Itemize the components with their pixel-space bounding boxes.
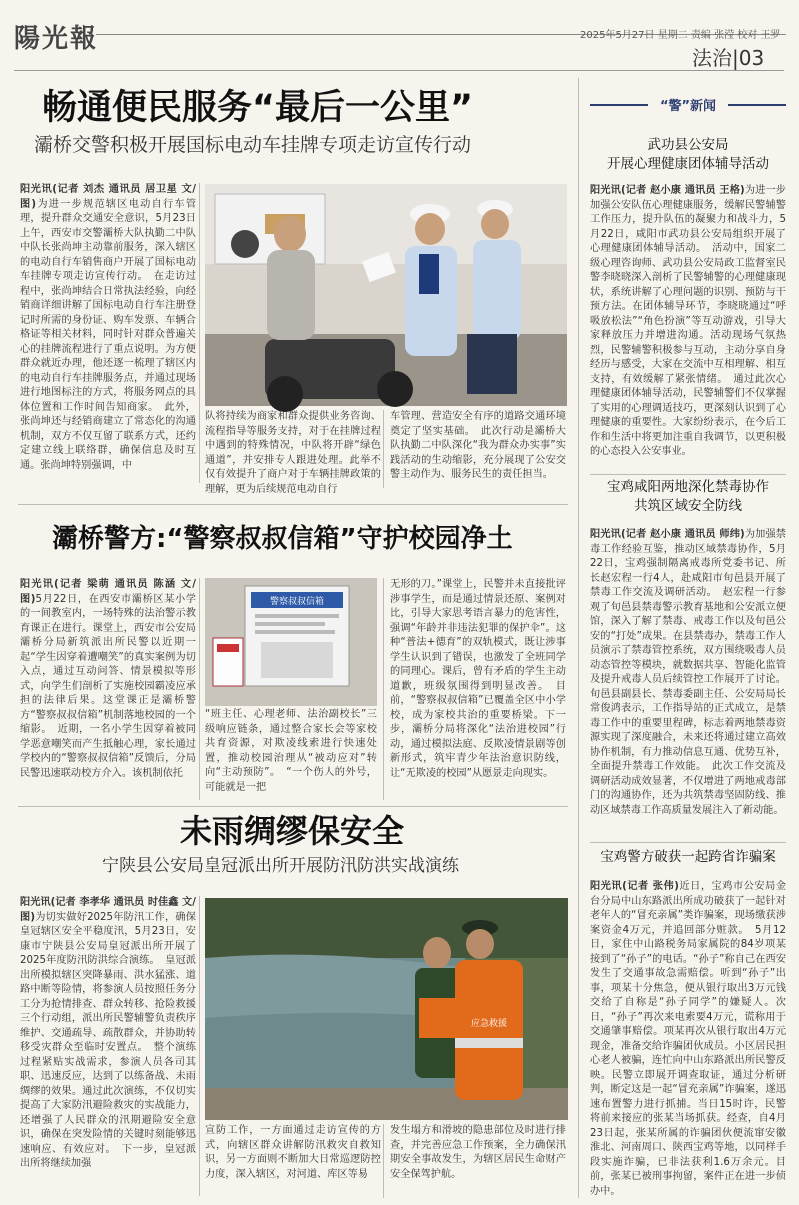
column-rule (383, 578, 384, 800)
sidebar-item2-headline-line1: 宝鸡咸阳两地深化禁毒协作 (607, 479, 769, 495)
sidebar-divider (578, 78, 579, 1198)
masthead-bottom-rule (14, 70, 784, 71)
section-label: 法治|03 (692, 46, 765, 70)
sidebar-item2-headline (590, 478, 786, 516)
vest-text: 应急救援 (470, 1019, 508, 1029)
story3-col3: 发生塌方和滑坡的隐患部位及时进行排查，并完善应急工作预案，全力确保汛期安全事故发生，为辖区居民生命财产安全保驾护航。 (390, 1125, 566, 1180)
story2-col3: 无形的刀。”课堂上，民警并未直接批评涉事学生，而是通过情景还原、案例对比，引导大家思考语言暴力的危害性，强调“年龄并非违法犯罪的保护伞”。这种“普法+德育”的双轨模式，既让涉事学生认识到了错误，也激发了全班同学的同理心。课后，曾有矛盾的学生主动道歉，班级氛围得到明显改善。 目前，“警察叔叔信箱”已覆盖全区中小学校，成为家校共治的重要桥梁。下一步，灞桥分局将深化“法治进校园”行动，通过模拟法庭、反欺凌情景剧等创新形式，筑牢青少年法治意识防线，让“无欺凌的校园”从愿景走向现实。 (390, 579, 566, 779)
column-rule (199, 896, 200, 1196)
sidebar-item1-body (590, 184, 786, 470)
story3-col2: 宣防工作，一方面通过走访宣传的方式，向辖区群众讲解防汛救灾自救知识，另一方面则不断加大日常巡逻防控力度，深入辖区，对河道、库区等易 (205, 1125, 381, 1180)
sidebar-item3-body (590, 880, 786, 1198)
story1-byline: 阳光讯(记者 刘杰 通讯员 居卫星 文/图) (20, 184, 196, 210)
sidebar-item1-byline: 阳光讯(记者 赵小康 通讯员 王格) (590, 185, 745, 196)
story1-subhead: 灞桥交警积极开展国标电动车挂牌专项走访宣传行动 (34, 134, 472, 156)
story1-headline: 畅通便民服务“最后一公里” (42, 88, 474, 128)
story3-byline: 阳光讯(记者 李孝华 通讯员 时佳鑫 文/图) (20, 897, 196, 923)
photo-police-visit-shop (205, 184, 567, 406)
column-rule (199, 578, 200, 800)
sidebar-item2-body (590, 528, 786, 840)
sidebar-tag (590, 95, 786, 115)
story1-col1-text: 为进一步规范辖区电动自行车管理，提升群众交通安全意识，5月23日上午，西安市交警灞桥大队执勤二中队中队长张尚坤主动靠前服务，深入辖区的电动自行车销售商户开展了国标电动车挂牌专项走访宣传行动。 在走访过程中，张尚坤结合日常执法经验，向经销商详细讲解了国标电动自行车注册登记时所需的身份证、购车发票、车辆合格证等相关材料，同时针对群众普遍关心的挂牌流程进行了重点说明。为方便群众就近办理，他还逐一梳理了辖区内的电动自行车挂牌服务点，并通过现场进行地图标注的方式，将服务网点的具体位置和工作时间告知商家。 此外，张尚坤还与经销商建立了常态化的沟通机制，双方不仅互留了联系方式，还约定建立线上联络群，确保信息及时互通。张尚坤特别强调，中 (20, 198, 197, 471)
photo-police-visit-shop-svg (205, 184, 567, 406)
story3-col1-text: 为切实做好2025年防汛工作，确保皇冠辖区安全平稳度汛，5月23日，安康市宁陕县公安局皇冠派出所开展了2025年度防汛防洪综合演练。 皇冠派出所模拟辖区突降暴雨、洪水猛涨、道路中断等险情，将参演人员按照任务分工分为抢情排查、群众转移、抢险救援三个行动组，派出所民警辅警负责秩序维护、交通疏导、疏散群众，并协助转移受灾群众至临时安置点。 整个演练过程紧贴实战需求，参演人员各司其职、迅速反应，达到了以练备战、未雨绸缪的效果。通过此次演练，不仅切实提高了大家防汛避险救灾的实战能力，还增强了人民群众的汛期避险安全意识，确保在突发险情的关键时刻能够迅速响应、有效应对。 下一步，皇冠派出所将继续加强 (20, 911, 196, 1169)
sidebar-tag-label: “警”新闻 (648, 95, 728, 115)
mailbox-sign-text: 警察叔叔信箱 (269, 597, 325, 607)
story1-col3: 车管理、营造安全有序的道路交通环境奠定了坚实基础。 此次行动是灞桥大队执勤二中队深化“我为群众办实事”实践活动的生动缩影，充分展现了公安交警主动作为、服务民生的责任担当。 (390, 411, 566, 480)
sidebar-item1-headline-line1: 武功县公安局 (647, 137, 729, 153)
story3-headline: 未雨绸缪保安全 (180, 812, 405, 850)
column-rule (383, 1124, 384, 1198)
photo-flood-drill (205, 898, 568, 1120)
photo-flood-drill-svg (205, 898, 568, 1120)
sidebar-item2-headline-line2: 共筑区域安全防线 (634, 498, 742, 514)
newspaper-logo: 陽光報 (14, 24, 99, 54)
sidebar-item1-text: 为进一步加强公安队伍心理健康服务，缓解民警辅警工作压力，提升队伍的凝聚力和战斗力，5月22日，咸阳市武功县公安局组织开展了心理健康团体辅导活动。 活动中，国家二级心理咨询师、武功县公安局政工监督室民警李晓晓深入剖析了民警辅警的心理健康现状，系统讲解了心理问题的识别、预防与干预方法。在团体辅导环节，李晓晓通过“呼吸放松法”“角色扮演”等互动游戏，引导大家释放压力并增进沟通。活动现场气氛热烈，民警辅警积极参与互动，主动分享自身经历与感受，大家在交流中互相理解、相互支持，有效缓解了紧张情绪。 通过此次心理健康团体辅导活动，民警辅警们不仅掌握了实用的心理调适技巧，更深刻认识到了心理健康的重要性。大家纷纷表示，在今后工作和生活中将更加注重自我调节，以更积极的心态投入公安事业。 (590, 185, 786, 457)
column-rule (199, 183, 200, 483)
story2-headline: 灞桥警方:“警察叔叔信箱”守护校园净土 (52, 524, 513, 554)
story2-col1 (20, 578, 196, 800)
story3-col1 (20, 896, 196, 1196)
sidebar-item2-byline: 阳光讯(记者 赵小康 通讯员 师纬) (590, 529, 745, 540)
story2-byline: 阳光讯(记者 梁萌 通讯员 陈涵 文/图) (20, 579, 196, 605)
sidebar-item2-text: 为加强禁毒工作经验互鉴，推动区域禁毒协作，5月22日，宝鸡强制隔离戒毒所党委书记、所长赵宏程一行4人，赴咸阳市旬邑县开展了禁毒工作交流及调研活动。 赵宏程一行参观了旬邑县禁毒警示教育基地和公安派立便馆，深入了解了禁毒、戒毒工作以及旬邑公安的“打处”成果。在县禁毒办，禁毒工作人员演示了禁毒管控系统，双方围绕吸毒人员动态管控等模块，就数据共享、智能化监管及提升戒毒人员后续管控工作展开了讨论。旬邑县副县长、禁毒委副主任、公安局局长常俊鸿表示，工作指导站的正式成立，是禁毒工作中的重要里程碑，标志着两地禁毒资源实现了深度融合，未来还将通过建立高效协作机制，有力推动信息互通、优势互补，全面提升禁毒工作效能。 此次工作交流及调研活动成效显著，不仅增进了两地戒毒部门的沟通协作，还为共筑禁毒坚固防线、推动区域禁毒工作高质量发展注入了新动能。 (590, 529, 786, 816)
sidebar-item3-text: 近日，宝鸡市公安局金台分局中山东路派出所成功破获了一起针对老年人的“冒充亲属”类诈骗案，现场缴获涉案资金4万元，并追回部分赃款。 5月12日，家住中山路税务局家属院的84岁项某接到了“孙子”的电话。“孙子”称自己在西安发生了交通事故急需赔偿。听到“孙子”出事，项某十分焦急，便从银行取出3万元钱交给了自称是“孙子同学”的嫌疑人。次日，“孙子”再次来电索要4万元，谎称用于交通肇事赔偿。项某再次从银行取出4万元现金，准备交给诈骗团伙成员。小区居民担心老人被骗，连忙向中山东路派出所民警反映。民警立即展开调查取证，通过分析研判，断定这是一起“冒充亲属”诈骗案，遂迅速布置警力进行抓捕。当日15时许，民警将前来接应的张某当场抓获。经查，自4月23日起，张某所属的诈骗团伙便流窜安徽淮北、河南周口、陕西宝鸡等地，以同样手段实施诈骗，已非法获利1.6万余元。目前，张某已被刑事拘留，案件正在进一步侦办中。 (590, 881, 787, 1197)
story2-col1-text: 5月22日，在西安市灞桥区某小学的一间教室内，一场特殊的法治警示教育课正在进行。课堂上，西安市公安局灞桥分局新筑派出所民警以近期一起“学生因穿着遭嘲笑”的真实案例为切入点，通过互动问答、情景模拟等形式，向学生们剖析了实施校园霸凌应承担的法律后果。这堂课正是灞桥警方“警察叔叔信箱”机制落地校园的一个缩影。 近期，一名小学生因穿着被同学恶意嘲笑而产生抵触心理，家长通过学校内的“警察叔叔信箱”反馈后，分局民警迅速联动校方介入。该机制依托 (20, 593, 196, 779)
column-rule (383, 410, 384, 488)
photo-police-mailbox-svg (205, 578, 377, 706)
photo-police-mailbox (205, 578, 377, 706)
story2-col2: “班主任、心理老师、法治副校长”三级响应链条，通过整合家长会等家校共育资源，对欺凌线索进行快速处置，推动校园治理从“被动应对”转向“主动预防”。 “一个伤人的外号，可能就是一把 (205, 709, 377, 793)
sidebar-item1-headline (590, 136, 786, 174)
story1-col2: 队将持续为商家和群众提供业务咨询、流程指导等服务支持，对于在挂牌过程中遇到的特殊情况，中队将开辟“绿色通道”，并安排专人跟进处理。此举不仅有效提升了商户对于车辆挂牌政策的理解，更为后续规范电动自行 (205, 411, 381, 495)
story-divider (18, 504, 568, 505)
sidebar-item3-byline: 阳光讯(记者 张伟) (590, 881, 679, 892)
date-line: 2025年5月27日 星期二 责编 张滢 校对 王罗 (580, 30, 781, 41)
sidebar-item1-headline-line2: 开展心理健康团体辅导活动 (607, 156, 769, 172)
sidebar-item3-headline: 宝鸡警方破获一起跨省诈骗案 (600, 849, 776, 865)
sidebar-divider-rule (590, 474, 786, 475)
story3-subhead: 宁陕县公安局皇冠派出所开展防汛防洪实战演练 (102, 856, 459, 876)
story1-col1 (20, 183, 196, 483)
sidebar-divider-rule (590, 842, 786, 843)
